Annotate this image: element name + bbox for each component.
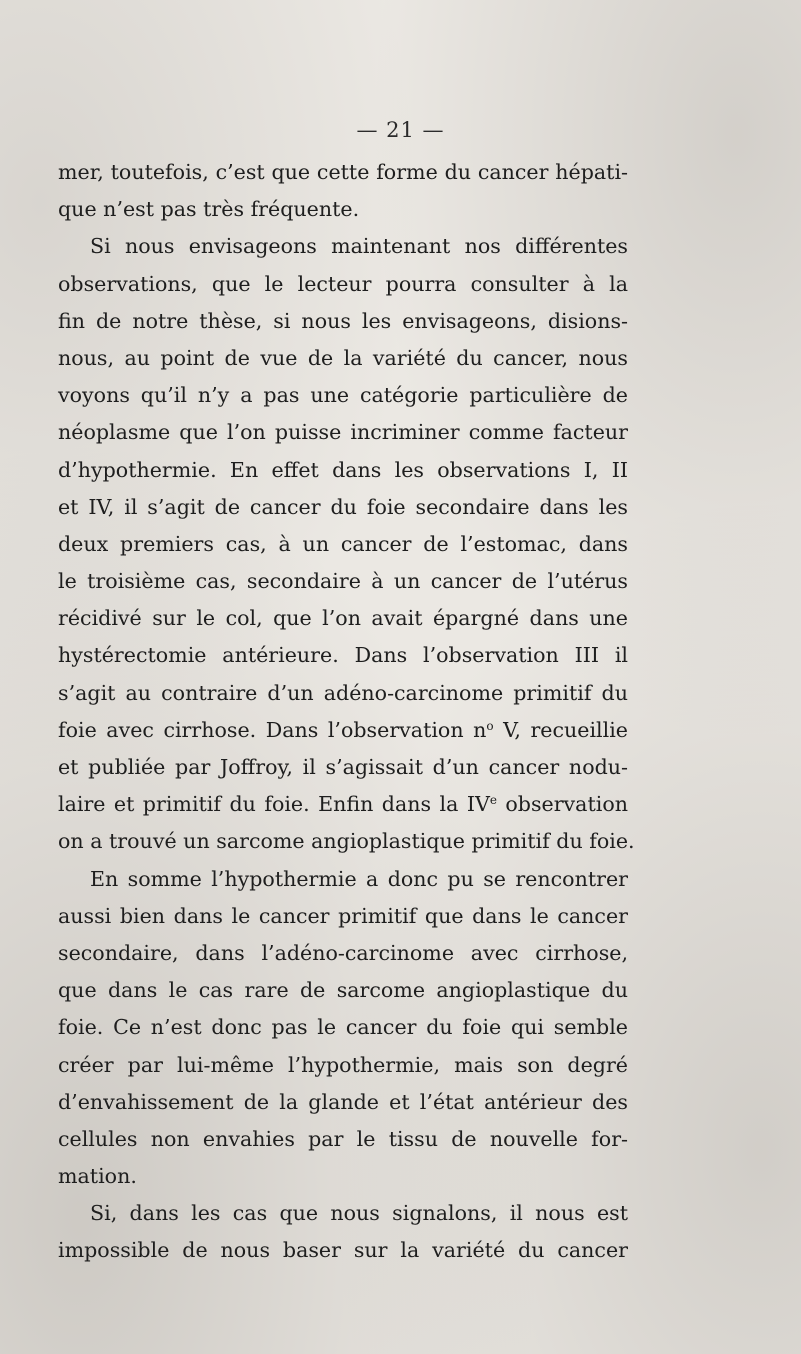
text-line: que n’est pas très fréquente. [58,197,360,222]
text-line: récidivé sur le col, que l’on avait épargné dans une [58,606,628,631]
text-run: V, recueillie [493,717,628,742]
paragraph-1 [58,154,628,228]
text-line: aussi bien dans le cancer primitif que dans le cancer [58,903,628,928]
text-line: s’agit au contraire d’un adéno-carcinome primitif du [58,680,628,705]
text-line: voyons qu’il n’y a pas une catégorie particulière de [58,383,628,408]
text-line: on a trouvé un sarcome angioplastique primitif du foie. [58,829,635,854]
paragraph-2 [58,228,635,860]
text-run: laire et primitif du foie. Enfin dans la IV [58,792,490,817]
text-line: observations, que le lecteur pourra consulter à la [58,271,628,296]
text-line: et IV, il s’agit de cancer du foie secondaire dans les [58,494,628,519]
text-line: impossible de nous baser sur la variété du cancer [58,1238,628,1263]
text-line: fin de notre thèse, si nous les envisageons, disions- [58,308,628,333]
text-run: foie avec cirrhose. Dans l’observation n [58,717,487,742]
text-line: cellules non envahies par le tissu de nouvelle for- [58,1126,628,1151]
text-line: néoplasme que l’on puisse incriminer comme facteur [58,420,628,445]
text-line: d’envahissement de la glande et l’état antérieur des [58,1089,628,1114]
text-line: et publiée par Joffroy, il s’agissait d’un cancer nodu- [58,755,628,779]
text-line: que dans le cas rare de sarcome angioplastique du [58,978,628,1003]
text-line: deux premiers cas, à un cancer de l’estomac, dans [58,531,628,556]
paragraph-4 [58,1195,628,1269]
page-number: — 21 — [356,118,445,142]
text-line [58,786,628,823]
body-text [58,154,635,1270]
text-line: créer par lui-même l’hypothermie, mais son degré [58,1052,628,1077]
text-line: Si, dans les cas que nous signalons, il nous est [90,1201,628,1226]
text-line: mation. [58,1164,137,1189]
text-line: En somme l’hypothermie a donc pu se rencontrer [90,866,628,891]
superscript: e [489,793,497,808]
text-line [58,712,628,749]
text-line: Si nous envisageons maintenant nos différentes [90,234,628,259]
text-line: hystérectomie antérieure. Dans l’observation III il [58,643,628,668]
text-run: observation [496,792,628,817]
text-line: foie. Ce n’est donc pas le cancer du foie qui semble [58,1015,628,1040]
text-line: le troisième cas, secondaire à un cancer de l’utérus [58,569,628,594]
text-line: mer, toutefois, c’est que cette forme du cancer hépati- [58,160,628,184]
paragraph-3 [58,861,628,1196]
superscript: o [486,718,494,733]
text-line: nous, au point de vue de la variété du cancer, nous [58,345,628,370]
text-line: d’hypothermie. En effet dans les observations I, II [58,457,628,482]
text-line: secondaire, dans l’adéno-carcinome avec cirrhose, [58,940,628,965]
